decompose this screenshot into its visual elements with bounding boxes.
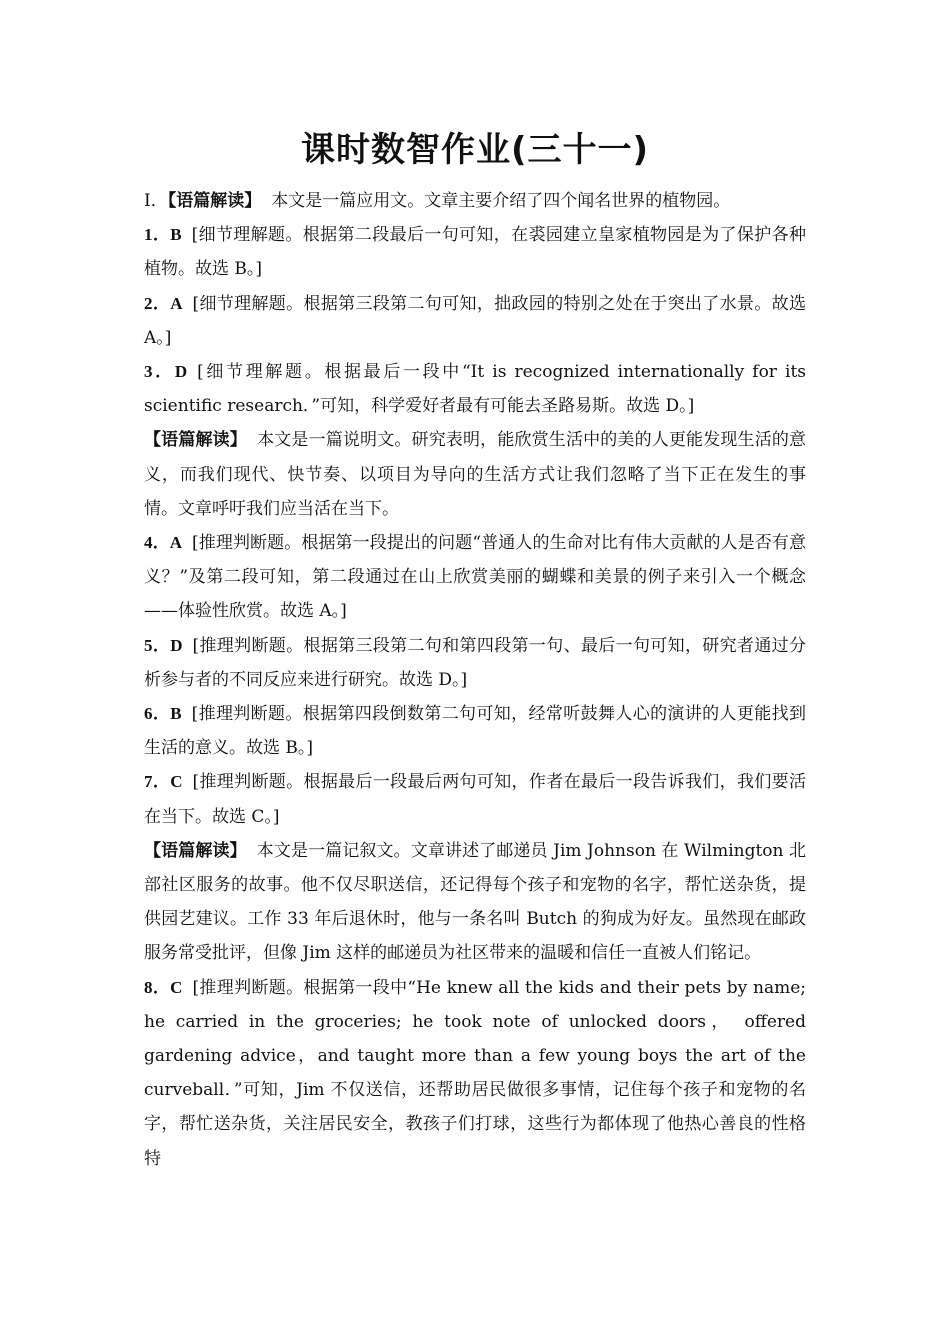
answer-content [144,184,806,1176]
explanation-text: [推理判断题。根据第一段中“He knew all the kids and their pets by name; he carried in the groceries; he took note of unlocked doors， offered gardening advice，and taught more than a few young boys the art of the curveball．”可知，Jim 不仅送信，还帮助居民做很多事情，记住每个孩子和宠物的名字，帮忙送杂货，关注居民安全，教孩子们打球，这些行为都体现了他热心善良的性格特 [144,977,807,1169]
answer-letter: D [170,635,183,655]
explanation-text: [细节理解题。根据最后一段中“It is recognized internationally for its scientific research．”可知，科学爱好者最有可能去圣路易斯。故选 D。] [144,362,806,417]
answer-item-8 [144,971,806,1176]
passage-summary-2 [144,423,806,526]
question-number: 1． [144,225,171,245]
answer-letter: C [170,977,183,997]
question-number: 4． [144,533,170,553]
answer-letter: C [170,772,183,792]
answer-letter: A [170,293,183,313]
page-title: 课时数智作业(三十一) [300,130,650,170]
summary-text: 本文是一篇说明文。研究表明，能欣赏生活中的美的人更能发现生活的意义，而我们现代、快节奏、以项目为导向的生活方式让我们忽略了当下正在发生的事情。文章呼吁我们应当活在当下。 [144,430,807,519]
explanation-text: [推理判断题。根据第一段提出的问题“普通人的生命对比有伟大贡献的人是否有意义？”及第二段可知，第二段通过在山上欣赏美丽的蝴蝶和美景的例子来引入一个概念——体验性欣赏。故选 A。] [144,533,807,622]
explanation-text: [推理判断题。根据第四段倒数第二句可知，经常听鼓舞人心的演讲的人更能找到生活的意义。故选 B。] [144,704,806,759]
answer-item-1 [144,218,806,286]
answer-letter: B [170,704,182,724]
answer-item-7 [144,765,806,833]
explanation-text: [推理判断题。根据最后一段最后两句可知，作者在最后一段告诉我们，我们要活在当下。故选 C。] [144,772,806,827]
summary-text: 本文是一篇应用文。文章主要介绍了四个闻名世界的植物园。 [271,191,731,211]
section-number: Ⅰ． [144,191,168,211]
question-number: 8． [144,977,171,997]
question-number: 3． [144,362,175,382]
answer-item-6 [144,697,806,765]
answer-item-2 [144,287,806,355]
answer-item-3 [144,355,806,423]
question-number: 5． [144,635,171,655]
summary-text: 本文是一篇记叙文。文章讲述了邮递员 Jim Johnson 在 Wilmington 北部社区服务的故事。他不仅尽职送信，还记得每个孩子和宠物的名字，帮忙送杂货，提供园艺建议。工作 33 年后退休时，他与一条名叫 Butch 的狗成为好友。虽然现在邮政服务常受批评，但像 Jim 这样的邮递员为社区带来的温暖和信任一直被人们铭记。 [144,840,807,964]
passage-tag: 【语篇解读】 [167,191,262,211]
passage-summary-3 [144,834,806,971]
passage-tag: 【语篇解读】 [144,430,247,451]
question-number: 7． [144,772,171,792]
explanation-text: [推理判断题。根据第三段第二句和第四段第一句、最后一句可知，研究者通过分析参与者的不同反应来进行研究。故选 D。] [144,635,806,690]
question-number: 2． [144,293,171,313]
answer-letter: D [174,362,188,382]
passage-tag: 【语篇解读】 [144,840,247,861]
answer-letter: B [170,225,182,245]
answer-letter: A [169,533,182,553]
answer-item-4 [144,526,806,629]
question-number: 6． [144,704,171,724]
explanation-text: [细节理解题。根据第二段最后一句可知，在裘园建立皇家植物园是为了保护各种植物。故选 B。] [144,225,806,280]
answer-item-5 [144,629,806,697]
passage-summary-1 [144,184,806,218]
explanation-text: [细节理解题。根据第三段第二句可知，拙政园的特别之处在于突出了水景。故选 A。] [144,293,806,348]
